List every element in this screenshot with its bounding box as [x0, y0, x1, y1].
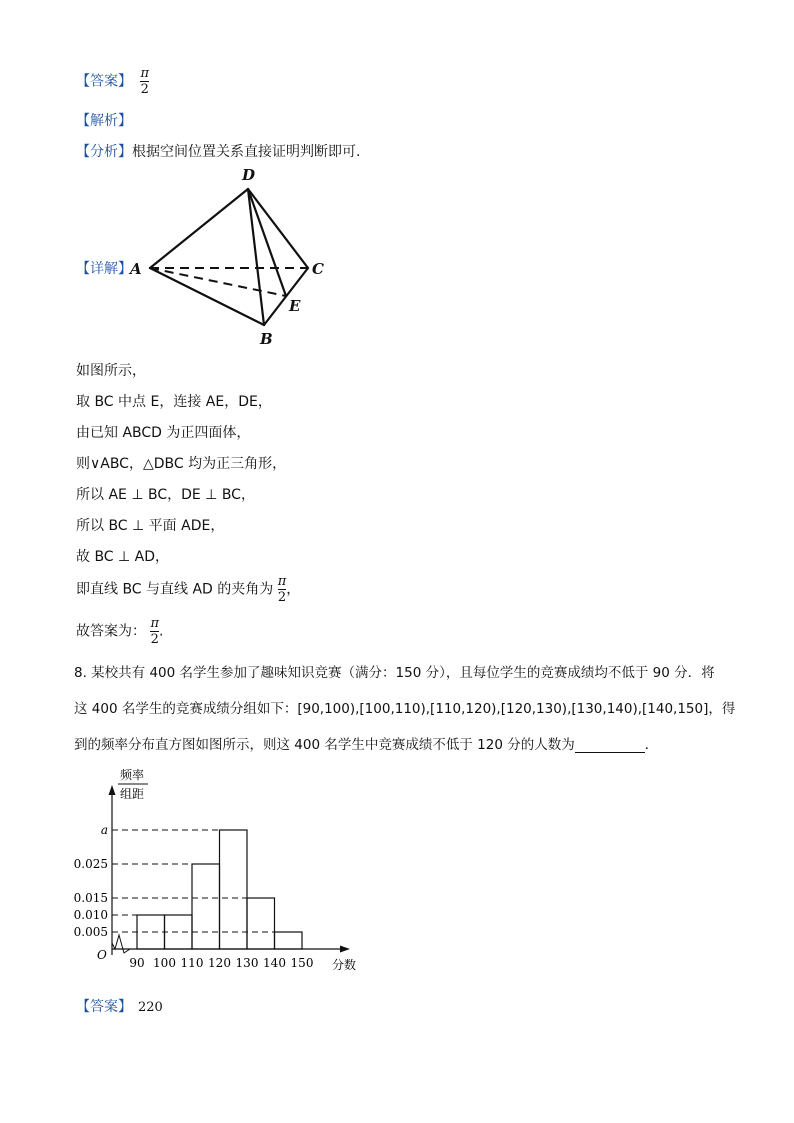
step8-text: 即直线 BC 与直线 AD 的夹角为 [76, 581, 274, 598]
x-tick-label: 150 [290, 956, 314, 970]
vertex-label-c: C [312, 260, 324, 278]
answer-tag: 【答案】 [76, 999, 132, 1015]
y-axis-arrow [109, 785, 116, 795]
x-axis-label: 分数 [332, 958, 357, 972]
step-line-final [76, 616, 163, 647]
step-line: 所以 AE ⊥ BC，DE ⊥ BC， [76, 487, 255, 503]
step-line: 如图所示， [76, 363, 146, 379]
analysis-line [76, 141, 360, 161]
y-tick-label: 0.025 [73, 857, 108, 871]
x-tick-label: 120 [208, 956, 231, 970]
fraction-denominator: 2 [140, 82, 149, 97]
answer-fraction [140, 66, 149, 97]
origin-label: O [97, 948, 107, 962]
fraction-numerator: π [140, 66, 149, 81]
vertex-label-d: D [242, 166, 256, 184]
step-line: 所以 BC ⊥ 平面 ADE， [76, 518, 225, 534]
y-tick-label: 0.015 [73, 891, 108, 905]
step-line-angle [76, 574, 300, 605]
step-line: 取 BC 中点 E，连接 AE，DE， [76, 394, 272, 410]
step-line: 由已知 ABCD 为正四面体， [76, 425, 251, 441]
vertex-label-b: B [260, 330, 273, 348]
question-line-3 [74, 733, 658, 753]
answer-value: 220 [138, 1000, 163, 1015]
tetrahedron-figure [126, 162, 336, 352]
answer-tag: 【答案】 [76, 73, 132, 90]
detail-tag: 【详解】 [76, 261, 132, 277]
fraction-denominator: 2 [150, 632, 159, 647]
histogram-bar [247, 898, 275, 949]
segment-ae-dashed [150, 268, 286, 296]
x-tick-label: 110 [180, 956, 204, 970]
histogram-bar [220, 830, 248, 949]
frequency-histogram [60, 765, 370, 980]
y-tick-label: 0.005 [73, 925, 108, 939]
fraction-numerator: π [150, 616, 159, 631]
answer-blank [575, 738, 645, 753]
angle-fraction [278, 574, 287, 605]
answer2-line [76, 996, 163, 1016]
question-line-3-end: ． [644, 737, 659, 753]
y-axis-label-numerator: 频率 [120, 768, 145, 782]
step8-end: ， [286, 581, 301, 598]
histogram-bar [275, 932, 303, 949]
histogram-bar [192, 864, 220, 949]
x-tick-label: 100 [153, 956, 176, 970]
answer1-line [76, 66, 149, 97]
question-line-1: 8. 某校共有 400 名学生参加了趣味知识竞赛（满分：150 分），且每位学生的竞赛成绩均不低于 90 分．将 [74, 665, 715, 681]
axis-break [112, 935, 137, 953]
step9-text: 故答案为： [76, 623, 146, 640]
histogram-bar [137, 915, 165, 949]
fraction-denominator: 2 [277, 590, 287, 605]
final-fraction [150, 616, 159, 647]
y-tick-label: a [100, 823, 108, 837]
question-line-2: 这 400 名学生的竞赛成绩分组如下：[90,100),[100,110),[110,120),[120,130),[130,140),[140,150]，得 [74, 701, 736, 717]
step9-end: . [159, 623, 164, 640]
analysis-sub-tag: 【分析】 [76, 144, 132, 160]
edge-ad [150, 189, 248, 268]
step-line: 则∨ABC，△DBC 均为正三角形， [76, 456, 287, 472]
x-tick-label: 130 [235, 956, 259, 970]
vertex-label-a: A [130, 260, 142, 278]
vertex-label-e: E [289, 297, 301, 315]
analysis-text: 根据空间位置关系直接证明判断即可. [132, 144, 361, 160]
edge-ab [150, 268, 264, 325]
y-axis-label-denominator: 组距 [120, 787, 145, 801]
x-axis-arrow [340, 946, 350, 953]
fraction-numerator: π [277, 574, 287, 589]
x-tick-label: 90 [129, 956, 145, 970]
question-line-3-text: 到的频率分布直方图如图所示，则这 400 名学生中竞赛成绩不低于 120 分的人数为 [74, 737, 575, 753]
step-line: 故 BC ⊥ AD， [76, 549, 170, 565]
y-tick-label: 0.010 [73, 908, 108, 922]
x-tick-label: 140 [263, 956, 286, 970]
analysis-tag: 【解析】 [76, 113, 132, 129]
